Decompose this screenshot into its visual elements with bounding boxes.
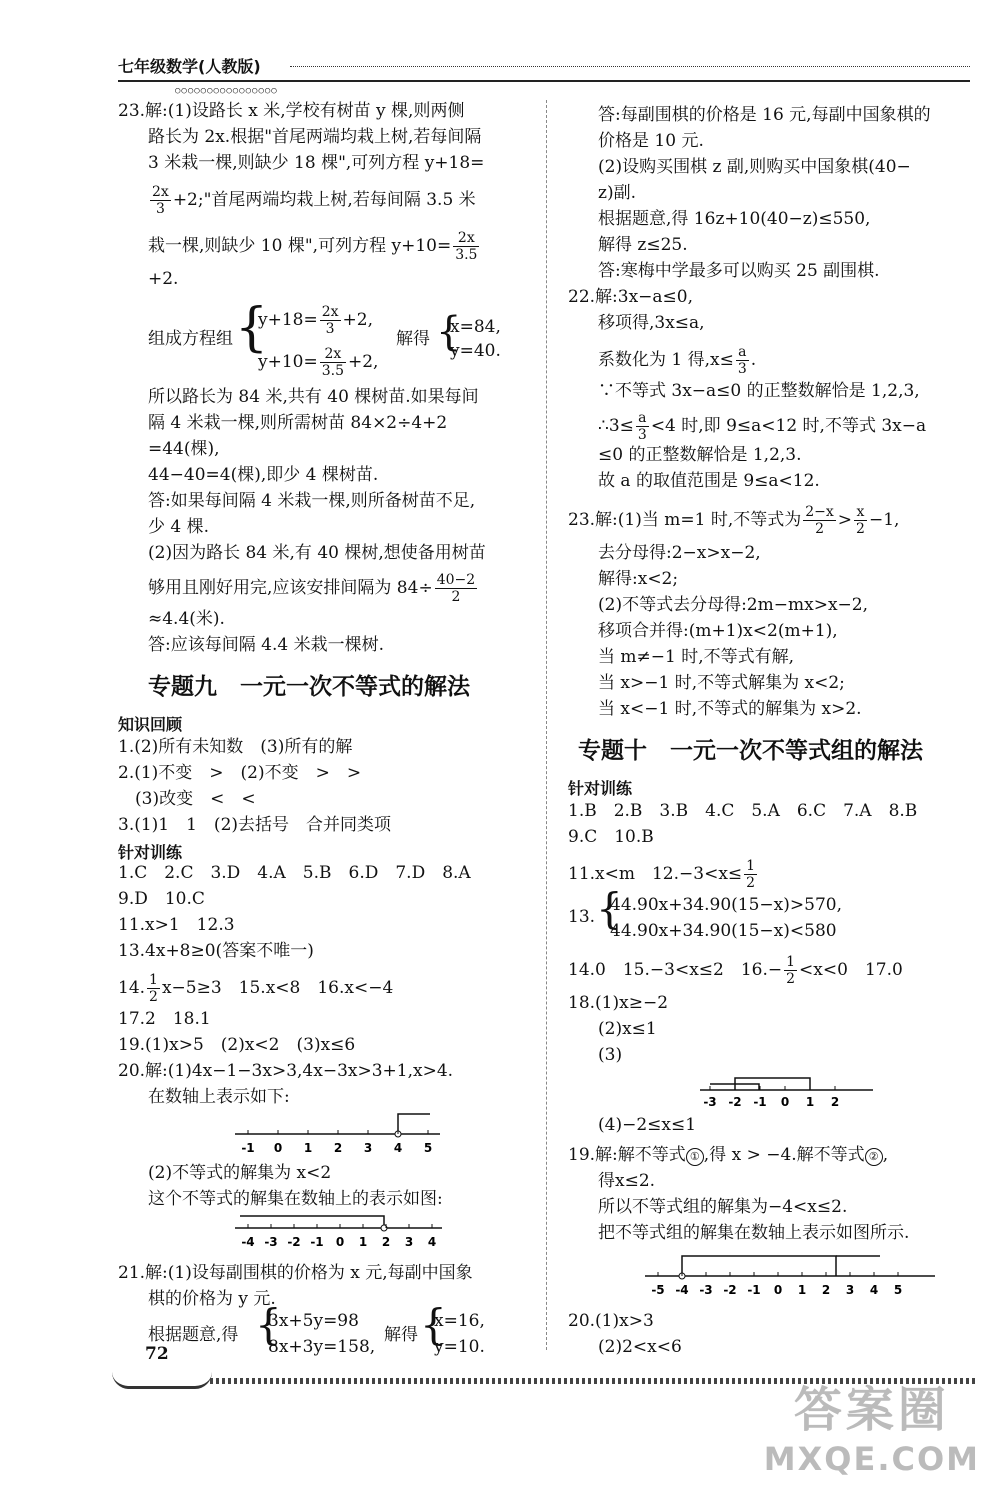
- right-brace: {: [420, 1300, 447, 1349]
- text-line: 栽一棵,则缺少 10 棵",可列方程 y+10= $\frac{2x}{3.5}$: [148, 230, 478, 263]
- text-line: ∴3≤ $\frac{a}{3}$ <4 时,即 9≤a<12 时,不等式 3x−a: [598, 410, 927, 443]
- answer-line: 把不等式组的解集在数轴上表示如图所示.: [598, 1223, 910, 1243]
- number-line-1: [230, 1108, 450, 1158]
- text-line: 23.解:(1)设路长 x 米,学校有树苗 y 棵,则两侧: [118, 101, 465, 121]
- text-line: =44(棵),: [148, 439, 220, 459]
- tick-label: -4: [241, 1235, 255, 1249]
- solve-label: 解得: [396, 329, 430, 349]
- text-line: ≤0 的正整数解恰是 1,2,3.: [598, 445, 802, 465]
- answer-line: 在数轴上表示如下:: [148, 1087, 290, 1107]
- answer-line: 棋的价格为 y 元.: [148, 1289, 276, 1309]
- tick-label: 3: [404, 1235, 414, 1249]
- answer-line: 3.(1)1 1 (2)去括号 合并同类项: [118, 815, 392, 835]
- answer-line: 18.(1)x≥−2: [568, 993, 669, 1013]
- tick-label: -4: [675, 1283, 689, 1296]
- answer-line: 20.(1)x>3: [568, 1311, 654, 1331]
- answer-line: 这个不等式的解集在数轴上的表示如图:: [148, 1189, 443, 1209]
- number-line-2: [230, 1210, 450, 1250]
- text-line: 少 4 棵.: [148, 517, 210, 537]
- text-line: 3 米栽一棵,则缺少 18 棵",可列方程 y+18=: [148, 153, 485, 173]
- watermark: [764, 1371, 980, 1478]
- text-line: 根据题意,得 16z+10(40−z)≤550,: [598, 209, 871, 229]
- tick-label: 4: [393, 1141, 403, 1155]
- text-line: (2)设购买围棋 z 副,则购买中国象棋(40−: [598, 157, 911, 177]
- tick-label: 1: [797, 1283, 807, 1296]
- equation: 44.90x+34.90(15−x)>570,: [610, 895, 842, 915]
- tick-label: -1: [310, 1235, 324, 1249]
- answer-line: 9.C 10.B: [568, 827, 654, 847]
- tick-label: 3: [845, 1283, 855, 1296]
- solution: y=40.: [450, 341, 501, 361]
- left-brace: {: [255, 1300, 282, 1349]
- answer-line: 根据题意,得: [148, 1325, 239, 1345]
- answer-line: 13.4x+8≥0(答案不唯一): [118, 941, 314, 961]
- answer-line: 11.x<m 12.−3<x≤ $\frac{1}{2}$: [568, 858, 756, 891]
- tick-label: 0: [780, 1095, 790, 1109]
- tick-label: -3: [264, 1235, 278, 1249]
- system-label: 组成方程组: [148, 329, 233, 349]
- text-line: +2.: [148, 269, 179, 289]
- text-line: 系数化为 1 得,x≤ $\frac{a}{3}$ .: [598, 344, 757, 377]
- equation: 8x+3y=158,: [268, 1337, 376, 1357]
- tick-label: -1: [241, 1141, 255, 1155]
- text-line: 路长为 2x.根据"首尾两端均栽上树,若每间隔: [148, 127, 482, 147]
- solve-label: 解得: [384, 1325, 418, 1345]
- tick-label: 1: [358, 1235, 368, 1249]
- solution: y=10.: [434, 1337, 485, 1357]
- answer-line: 得x≤2.: [598, 1171, 656, 1191]
- equation: y+18= $\frac{2x}{3}$ +2,: [258, 304, 374, 337]
- answer-line: (4)−2≤x≤1: [598, 1115, 697, 1135]
- text-line: 44−40=4(棵),即少 4 棵树苗.: [148, 465, 379, 485]
- watermark-url: MXQE.COM: [763, 1440, 980, 1478]
- answer-line: (2)x≤1: [598, 1019, 657, 1039]
- text-line: 去分母得:2−x>x−2,: [598, 543, 761, 563]
- subsection-title: 针对训练: [118, 843, 183, 862]
- answer-line: 19.(1)x>5 (2)x<2 (3)x≤6: [118, 1035, 356, 1055]
- text-line: 移项合并得:(m+1)x<2(m+1),: [598, 621, 838, 641]
- text-line: 答:应该每间隔 4.4 米栽一棵树.: [148, 635, 384, 655]
- answer-line: 13.: [568, 907, 596, 927]
- header-rule: [118, 80, 970, 82]
- answer-line: (2)2<x<6: [598, 1337, 682, 1357]
- tick-label: 1: [805, 1095, 815, 1109]
- text-line: 当 x<−1 时,不等式的解集为 x>2.: [598, 699, 862, 719]
- answer-line: 17.2 18.1: [118, 1009, 211, 1029]
- tick-label: -2: [287, 1235, 301, 1249]
- text-line: 答:如果每间隔 4 米栽一棵,则所备树苗不足,: [148, 491, 476, 511]
- subsection-title: 针对训练: [568, 779, 633, 798]
- watermark-logo-text: 答案圈: [793, 1382, 950, 1438]
- tick-label: 2: [381, 1235, 391, 1249]
- tick-label: -2: [723, 1283, 737, 1296]
- answer-line: 20.解:(1)4x−1−3x>3,4x−3x>3+1,x>4.: [118, 1061, 454, 1081]
- fraction: $\frac{2x}{3.5}$: [455, 230, 478, 263]
- text-line: 23.解:(1)当 m=1 时,不等式为 $\frac{2-x}{2}$ > $\frac{x}{2}$ −1,: [568, 504, 900, 537]
- text-line: 答:每副围棋的价格是 16 元,每副中国象棋的: [598, 105, 931, 125]
- text-line: ∵不等式 3x−a≤0 的正整数解恰是 1,2,3,: [598, 381, 920, 401]
- text-line: 故 a 的取值范围是 9≤a<12.: [598, 471, 820, 491]
- answer-line: 1.(2)所有未知数 (3)所有的解: [118, 737, 353, 757]
- tick-label: -5: [651, 1283, 665, 1296]
- left-brace: {: [235, 298, 269, 358]
- tick-label: 0: [773, 1283, 783, 1296]
- solution: x=84,: [450, 317, 501, 337]
- text-line: 当 x>−1 时,不等式解集为 x<2;: [598, 673, 845, 693]
- tick-label: 5: [423, 1141, 433, 1155]
- text-line: (2)因为路长 84 米,有 40 棵树,想使备用树苗: [148, 543, 486, 563]
- answer-line: 9.D 10.C: [118, 889, 205, 909]
- tick-label: -1: [753, 1095, 767, 1109]
- text-line: 当 m≠−1 时,不等式有解,: [598, 647, 795, 667]
- text-line: 所以路长为 84 米,共有 40 棵树苗.如果每间: [148, 387, 479, 407]
- subsection-title: 知识回顾: [118, 715, 183, 734]
- tick-label: 4: [427, 1235, 437, 1249]
- text-line: 价格是 10 元.: [598, 131, 704, 151]
- answer-line: 11.x>1 12.3: [118, 915, 235, 935]
- tick-label: -3: [703, 1095, 717, 1109]
- answer-line: 14. $\frac{1}{2}$ x−5≥3 15.x<8 16.x<−4: [118, 972, 394, 1005]
- text-line: 解得:x<2;: [598, 569, 679, 589]
- tick-label: 1: [303, 1141, 313, 1155]
- number-line-4: [640, 1246, 940, 1296]
- left-brace: {: [596, 884, 623, 933]
- answer-line: 所以不等式组的解集为−4<x≤2.: [598, 1197, 848, 1217]
- header-dots: ○○○○○○○○○○○○○○○○: [175, 86, 278, 96]
- answer-line: 14.0 15.−3<x≤2 16.− $\frac{1}{2}$ <x<0 17.0: [568, 954, 903, 987]
- header-dotted-line: [290, 66, 970, 67]
- answer-line: (3)改变 < <: [135, 789, 256, 809]
- tick-label: 0: [273, 1141, 283, 1155]
- answer-line: 1.B 2.B 3.B 4.C 5.A 6.C 7.A 8.B: [568, 801, 918, 821]
- answer-line: 19.解:解不等式 ① ,得 x > −4.解不等式 ② ,: [568, 1145, 889, 1165]
- tick-label: 2: [821, 1283, 831, 1296]
- answer-line: (3): [598, 1045, 623, 1065]
- column-divider: [546, 100, 547, 1350]
- equation: y+10= $\frac{2x}{3.5}$ +2,: [258, 346, 379, 379]
- text-line: 解得 z≤25.: [598, 235, 688, 255]
- tick-label: 0: [335, 1235, 345, 1249]
- answer-line: 2.(1)不变 > (2)不变 > >: [118, 763, 362, 783]
- text-line: ≈4.4(米).: [148, 609, 225, 629]
- page-number: 72: [145, 1344, 169, 1364]
- footer-swoosh: [112, 1372, 212, 1389]
- number-line-3: [695, 1072, 885, 1112]
- answer-line: 21.解:(1)设每副围棋的价格为 x 元,每副中国象: [118, 1263, 473, 1283]
- tick-label: 4: [869, 1283, 879, 1296]
- tick-label: -1: [747, 1283, 761, 1296]
- solution: x=16,: [434, 1311, 485, 1331]
- text-line: 答:寒梅中学最多可以购买 25 副围棋.: [598, 261, 880, 281]
- right-brace: {: [436, 309, 462, 355]
- tick-label: -2: [728, 1095, 742, 1109]
- text-line: $\frac{2x}{3}$ +2;"首尾两端均栽上树,若每间隔 3.5 米: [152, 184, 476, 217]
- tick-label: -3: [699, 1283, 713, 1296]
- header-title: 七年级数学(人教版): [118, 57, 261, 76]
- text-line: 隔 4 米栽一棵,则所需树苗 84×2÷4+2: [148, 413, 448, 433]
- text-line: z)副.: [598, 183, 636, 203]
- text-line: 移项得,3x≤a,: [598, 313, 705, 333]
- answer-line: (2)不等式的解集为 x<2: [148, 1163, 332, 1183]
- tick-label: 2: [333, 1141, 343, 1155]
- text-line: (2)不等式去分母得:2m−mx>x−2,: [598, 595, 868, 615]
- tick-label: 3: [363, 1141, 373, 1155]
- answer-line: 1.C 2.C 3.D 4.A 5.B 6.D 7.D 8.A: [118, 863, 471, 883]
- text-line: 22.解:3x−a≤0,: [568, 287, 694, 307]
- section-title: 专题九 一元一次不等式的解法: [148, 674, 470, 700]
- text-line: 够用且刚好用完,应该安排间隔为 84÷ $\frac{40-2}{2}$: [148, 572, 476, 605]
- equation: 3x+5y=98: [268, 1311, 359, 1331]
- section-title: 专题十 一元一次不等式组的解法: [578, 738, 923, 764]
- tick-label: 2: [830, 1095, 840, 1109]
- fraction: $\frac{2x}{3}$: [152, 184, 169, 217]
- equation: 44.90x+34.90(15−x)<580: [610, 921, 837, 941]
- tick-label: 5: [893, 1283, 903, 1296]
